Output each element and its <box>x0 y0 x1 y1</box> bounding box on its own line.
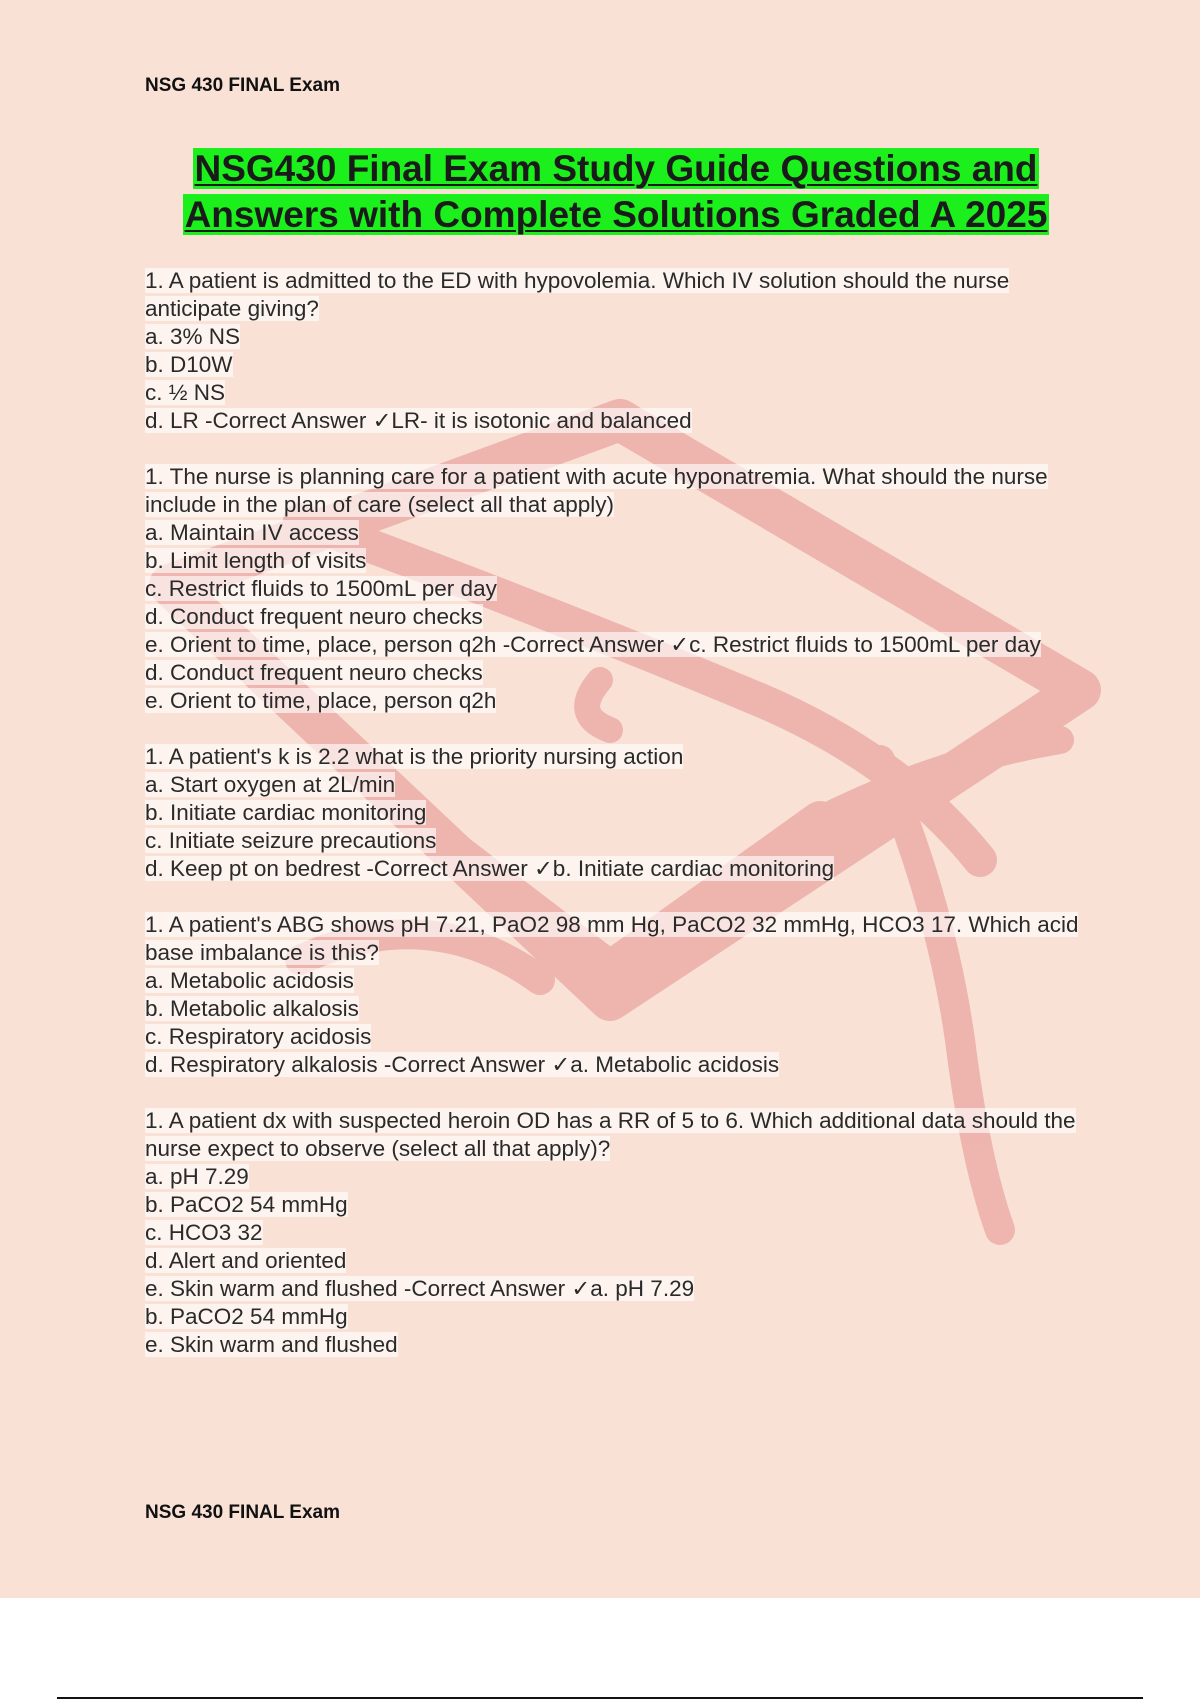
correct-answer-line: d. Keep pt on bedrest -Correct Answer ✓b. Initiate cardiac monitoring <box>145 856 835 881</box>
answer-option: c. Restrict fluids to 1500mL per day <box>145 576 497 601</box>
answer-option: a. pH 7.29 <box>145 1164 249 1189</box>
question-block <box>145 1107 1095 1359</box>
question-block <box>145 911 1095 1079</box>
question-text: 1. The nurse is planning care for a patient with acute hyponatremia. What should the nurse include in the plan of care (select all that apply) <box>145 464 1048 517</box>
document-title: NSG430 Final Exam Study Guide Questions and Answers with Complete Solutions Graded A 2025 <box>184 148 1048 235</box>
answer-option: a. Maintain IV access <box>145 520 359 545</box>
answer-option: b. Limit length of visits <box>145 548 367 573</box>
answer-option: b. Initiate cardiac monitoring <box>145 800 427 825</box>
correct-answer-line: d. LR -Correct Answer ✓LR- it is isotonic and balanced <box>145 408 692 433</box>
answer-option: c. Initiate seizure precautions <box>145 828 437 853</box>
question-block <box>145 743 1095 883</box>
correct-answer-line: d. Conduct frequent neuro checks <box>145 660 483 685</box>
question-list <box>145 267 1095 1387</box>
answer-option: a. Start oxygen at 2L/min <box>145 772 396 797</box>
question-block <box>145 267 1095 435</box>
answer-option: a. 3% NS <box>145 324 241 349</box>
document-title-block <box>146 146 1086 238</box>
page-divider <box>57 1697 1143 1699</box>
answer-option: a. Metabolic acidosis <box>145 968 354 993</box>
answer-option: b. D10W <box>145 352 233 377</box>
correct-answer-line: b. PaCO2 54 mmHg <box>145 1304 348 1329</box>
correct-answer-line: e. Orient to time, place, person q2h <box>145 688 497 713</box>
answer-option: b. Metabolic alkalosis <box>145 996 359 1021</box>
answer-option: c. HCO3 32 <box>145 1220 263 1245</box>
question-block <box>145 463 1095 715</box>
answer-option: b. PaCO2 54 mmHg <box>145 1192 348 1217</box>
answer-option: c. ½ NS <box>145 380 226 405</box>
question-text: 1. A patient's k is 2.2 what is the priority nursing action <box>145 744 684 769</box>
correct-answer-line: e. Orient to time, place, person q2h -Correct Answer ✓c. Restrict fluids to 1500mL per day <box>145 632 1041 657</box>
correct-answer-line: d. Respiratory alkalosis -Correct Answer ✓a. Metabolic acidosis <box>145 1052 780 1077</box>
correct-answer-line: e. Skin warm and flushed <box>145 1332 398 1357</box>
question-text: 1. A patient dx with suspected heroin OD has a RR of 5 to 6. Which additional data should the nurse expect to observe (select all that apply)? <box>145 1108 1076 1161</box>
page-footer: NSG 430 FINAL Exam <box>145 1502 341 1523</box>
question-text: 1. A patient's ABG shows pH 7.21, PaO2 98 mm Hg, PaCO2 32 mmHg, HCO3 17. Which acid base imbalance is this? <box>145 912 1079 965</box>
answer-option: d. Alert and oriented <box>145 1248 347 1273</box>
question-text: 1. A patient is admitted to the ED with hypovolemia. Which IV solution should the nurse anticipate giving? <box>145 268 1010 321</box>
correct-answer-line: e. Skin warm and flushed -Correct Answer ✓a. pH 7.29 <box>145 1276 695 1301</box>
page-header: NSG 430 FINAL Exam <box>145 75 341 96</box>
answer-option: d. Conduct frequent neuro checks <box>145 604 483 629</box>
answer-option: c. Respiratory acidosis <box>145 1024 372 1049</box>
